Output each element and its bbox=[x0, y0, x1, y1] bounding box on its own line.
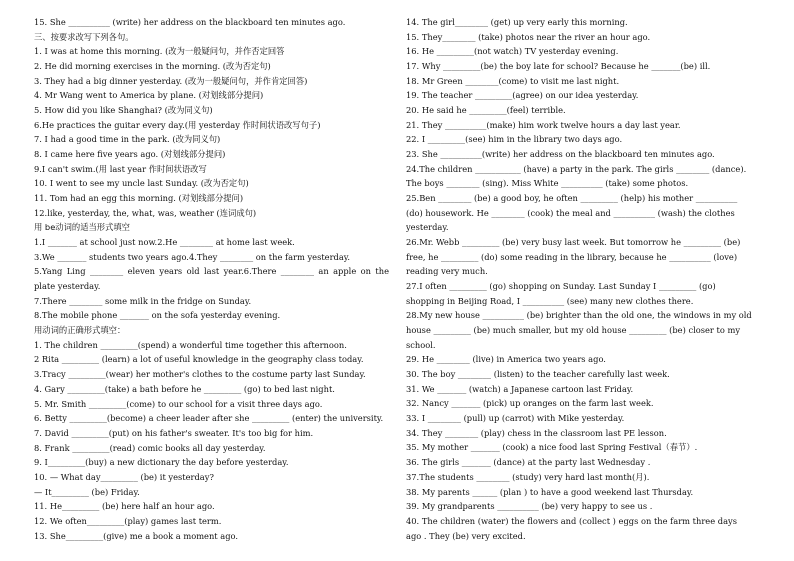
right-column-line: shopping in Beijing Road, I __________ (see) many new clothes there. bbox=[406, 295, 694, 306]
left-column-line: 1.I _______ at school just now.2.He ________ at home last week. bbox=[34, 237, 295, 248]
left-column-line: 3.Tracy _________(wear) her mother's clothes to the costume party last Sunday. bbox=[34, 369, 366, 380]
left-column-line: 7. I had a good time in the park. (改为同义句) bbox=[34, 134, 221, 145]
left-column-line: 12.like, yesterday, the, what, was, weather (连词成句) bbox=[34, 207, 257, 218]
left-column-line: 5.Yang Ling ________ eleven years old last year.6.There ________ an apple on the plate yesterday. bbox=[34, 266, 389, 292]
left-column-line: 1. I was at home this morning. (改为一般疑问句，并作否定回答 bbox=[34, 46, 285, 57]
right-column-line: 38. My parents ______ (plan ) to have a good weekend last Thursday. bbox=[406, 486, 694, 497]
left-column-line: 9.I can't swim.(用 last year 作时间状语改写 bbox=[34, 163, 207, 174]
left-column-line: 6. Betty _________(become) a cheer leader after she _________ (enter) the university. bbox=[34, 413, 384, 424]
left-column-line: 10. I went to see my uncle last Sunday. (改为否定句) bbox=[34, 178, 249, 189]
left-column-line: 6.He practices the guitar every day.(用 yesterday 作时间状语改写句子) bbox=[34, 119, 321, 130]
right-column-line: 34. They ________ (play) chess in the classroom last PE lesson. bbox=[406, 427, 667, 438]
left-column-line: 5. Mr. Smith _________(come) to our school for a visit three days ago. bbox=[34, 398, 323, 409]
right-column bbox=[406, 15, 766, 543]
left-column-line: 12. We often_________(play) games last term. bbox=[34, 515, 222, 526]
right-column-line: 16. He _________(not watch) TV yesterday evening. bbox=[406, 46, 619, 57]
right-column-line: 22. I _________(see) him in the library two days ago. bbox=[406, 134, 623, 145]
left-column-line: 4. Mr Wang went to America by plane. (对划线部分提问) bbox=[34, 90, 264, 101]
right-column-line: 24.The children ___________ (have) a party in the park. The girls ________ (dance). bbox=[406, 163, 747, 174]
right-column-line: 29. He ________ (live) in America two years ago. bbox=[406, 354, 606, 365]
right-column-line: The boys ________ (sing). Miss White __________ (take) some photos. bbox=[406, 178, 689, 189]
left-column-line: 4. Gary _________(take) a bath before he _________ (go) to bed last night. bbox=[34, 383, 335, 394]
right-column-line: 18. Mr Green ________(come) to visit me last night. bbox=[406, 75, 620, 86]
left-column-line: 8. Frank _________(read) comic books all day yesterday. bbox=[34, 442, 266, 453]
left-column-line: 10. — What day_________ (be) it yesterday? bbox=[34, 471, 214, 482]
right-column-line: 32. Nancy _______ (pick) up oranges on the farm last week. bbox=[406, 398, 654, 409]
right-column-line: school. bbox=[406, 339, 436, 350]
right-column-line: 37.The students ________ (study) very hard last month(月). bbox=[406, 471, 650, 482]
right-column-line: 21. They __________(make) him work twelve hours a day last year. bbox=[406, 119, 681, 130]
right-column-line: 20. He said he _________(feel) terrible. bbox=[406, 105, 566, 116]
left-column-line: 5. How did you like Shanghai? (改为同义句) bbox=[34, 105, 213, 116]
left-column-line: 3. They had a big dinner yesterday. (改为一般疑问句，并作肯定回答) bbox=[34, 75, 308, 86]
left-column-line: 8.The mobile phone _______ on the sofa yesterday evening. bbox=[34, 310, 281, 321]
right-column-line: house _________ (be) much smaller, but my old house _________ (be) closer to my bbox=[406, 325, 741, 336]
left-column-line: 三、按要求改写下列各句。 bbox=[34, 31, 134, 42]
right-column-line: 15. They________ (take) photos near the river an hour ago. bbox=[406, 31, 651, 42]
right-column-line: 40. The children (water) the flowers and (collect ) eggs on the farm three days bbox=[406, 515, 737, 526]
left-column-line: 1. The children _________(spend) a wonderful time together this afternoon. bbox=[34, 339, 347, 350]
right-column-line: 25.Ben ________ (be) a good boy, he often _________ (help) his mother __________ bbox=[406, 193, 738, 204]
left-column bbox=[34, 15, 389, 543]
left-column-line: 2 Rita _________ (learn) a lot of useful knowledge in the geography class today. bbox=[34, 354, 364, 365]
right-column-line: 39. My grandparents __________ (be) very happy to see us . bbox=[406, 501, 653, 512]
left-column-line: 15. She __________ (write) her address on the blackboard ten minutes ago. bbox=[34, 17, 346, 27]
left-column-line: — It_________ (be) Friday. bbox=[34, 486, 140, 497]
right-column-line: 23. She __________(write) her address on the blackboard ten minutes ago. bbox=[406, 149, 715, 160]
left-column-line: 用动词的正确形式填空： bbox=[34, 325, 126, 336]
left-column-line: 2. He did morning exercises in the morning. (改为否定句) bbox=[34, 61, 271, 72]
right-column-line: 36. The girls _______ (dance) at the party last Wednesday . bbox=[406, 457, 651, 468]
right-column-line: 14. The girl________ (get) up very early this morning. bbox=[406, 17, 628, 27]
left-column-line: 7. David _________(put) on his father's sweater. It's too big for him. bbox=[34, 427, 314, 438]
left-column-line: 8. I came here five years ago. (对划线部分提问) bbox=[34, 149, 226, 160]
left-column-line: 11. He_________ (be) here half an hour ago. bbox=[34, 501, 215, 512]
right-column-line: yesterday. bbox=[406, 222, 449, 233]
right-column-line: 33. I ________ (pull) up (carrot) with Mike yesterday. bbox=[406, 413, 625, 424]
left-column-line: 13. She_________(give) me a book a moment ago. bbox=[34, 530, 239, 541]
left-column-line: 9. I_________(buy) a new dictionary the day before yesterday. bbox=[34, 457, 289, 468]
left-column-line: 用 be动词的适当形式填空 bbox=[34, 222, 130, 233]
right-column-line: 19. The teacher _________(agree) on our idea yesterday. bbox=[406, 90, 639, 101]
right-column-line: free, he _________ (do) some reading in the library, because he __________ (love) bbox=[406, 251, 738, 262]
right-column-line: 30. The boy ________ (listen) to the teacher carefully last week. bbox=[406, 369, 670, 380]
left-column-line: 3.We _______ students two years ago.4.They ________ on the farm yesterday. bbox=[34, 251, 351, 262]
right-column-line: (do) housework. He ________ (cook) the meal and __________ (wash) the clothes bbox=[406, 207, 735, 218]
right-column-line: ago . They (be) very excited. bbox=[406, 530, 526, 541]
right-column-line: 31. We _______ (watch) a Japanese cartoon last Friday. bbox=[406, 383, 634, 394]
right-column-line: 17. Why _________(be) the boy late for school? Because he _______(be) ill. bbox=[406, 61, 711, 72]
right-column-line: 35. My mother _______ (cook) a nice food last Spring Festival（春节）. bbox=[406, 442, 698, 453]
left-column-line: 11. Tom had an egg this morning. (对划线部分提问) bbox=[34, 193, 244, 204]
right-column-line: reading very much. bbox=[406, 266, 488, 277]
right-column-line: 26.Mr. Webb _________ (be) very busy last week. But tomorrow he _________ (be) bbox=[406, 237, 741, 248]
left-column-line: 7.There ________ some milk in the fridge on Sunday. bbox=[34, 295, 252, 306]
right-column-line: 28.My new house __________ (be) brighter than the old one, the windows in my old bbox=[406, 310, 752, 321]
right-column-line: 27.I often _________ (go) shopping on Sunday. Last Sunday I _________ (go) bbox=[406, 281, 716, 292]
